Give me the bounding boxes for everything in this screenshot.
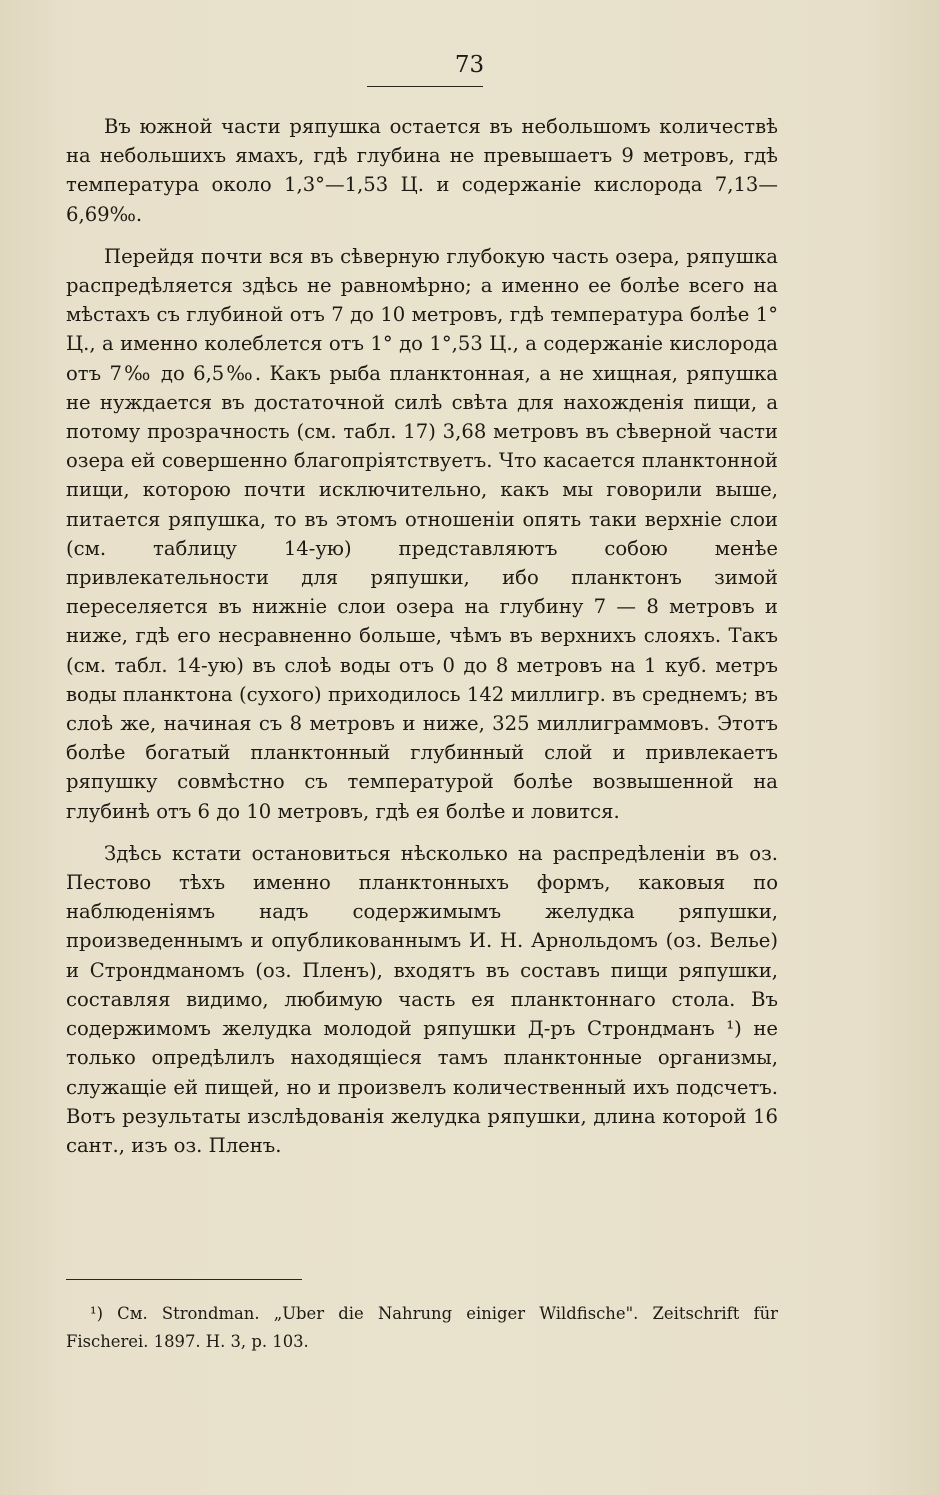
- paragraph: Въ южной части ряпушка остается въ небольшомъ количествѣ на небольшихъ ямахъ, гдѣ глубина не превышаетъ 9 метровъ, гдѣ температура около 1,3°—1,53 Ц. и содержаніе кислорода 7,13—6,69‰.: [66, 115, 778, 226]
- footnote-rule: [66, 1279, 302, 1280]
- page-number: 73: [454, 52, 485, 78]
- footnote-text: ¹) См. Strondman. „Uber die Nahrung einiger Wildfische". Zeitschrift für Fischerei. 1897. H. 3, p. 103.: [66, 1304, 778, 1351]
- body-text: [66, 112, 778, 1173]
- paragraph: Здѣсь кстати остановиться нѣсколько на распредѣленіи въ оз. Пестово тѣхъ именно планктонныхъ формъ, каковыя по наблюденіямъ надъ содержимымъ желудка ряпушки, произведеннымъ и опубликованнымъ И. Н. Арнольдомъ (оз. Велье) и Строндманомъ (оз. Пленъ), входятъ въ составъ пищи ряпушки, составляя видимо, любимую часть ея планктоннаго стола. Въ содержимомъ желудка молодой ряпушки Д-ръ Строндманъ ¹) не только опредѣлилъ находящіеся тамъ планктонные организмы, служащіе ей пищей, но и произвелъ количественный ихъ подсчетъ. Вотъ результаты изслѣдованія желудка ряпушки, длина которой 16 сант., изъ оз. Пленъ.: [66, 841, 778, 1157]
- header-rule: [367, 86, 483, 87]
- footnote: [66, 1300, 778, 1356]
- paragraph: Перейдя почти вся въ сѣверную глубокую часть озера, ряпушка распредѣляется здѣсь не равномѣрно; а именно ее болѣе всего на мѣстахъ съ глубиной отъ 7 до 10 метровъ, гдѣ температура болѣе 1° Ц., а именно колеблется отъ 1° до 1°,53 Ц., а содержаніе кислорода отъ 7‰ до 6,5‰. Какъ рыба планктонная, а не хищная, ряпушка не нуждается въ достаточной силѣ свѣта для нахожденія пищи, а потому прозрачность (см. табл. 17) 3,68 метровъ въ сѣверной части озера ей совершенно благопріятствуетъ. Что касается планктонной пищи, которою почти исключительно, какъ мы говорили выше, питается ряпушка, то въ этомъ отношеніи опять таки верхніе слои (см. таблицу 14-ую) представляютъ собою менѣе привлекательности для ряпушки, ибо планктонъ зимой переселяется въ нижніе слои озера на глубину 7 — 8 метровъ и ниже, гдѣ его несравненно больше, чѣмъ въ верхнихъ слояхъ. Такъ (см. табл. 14-ую) въ слоѣ воды отъ 0 до 8 метровъ на 1 куб. метръ воды планктона (сухого) приходилось 142 миллигр. въ среднемъ; въ слоѣ же, начиная съ 8 метровъ и ниже, 325 миллиграммовъ. Этотъ болѣе богатый планктонный глубинный слой и привлекаетъ ряпушку совмѣстно съ температурой болѣе возвышенной на глубинѣ отъ 6 до 10 метровъ, гдѣ ея болѣе и ловится.: [66, 244, 778, 823]
